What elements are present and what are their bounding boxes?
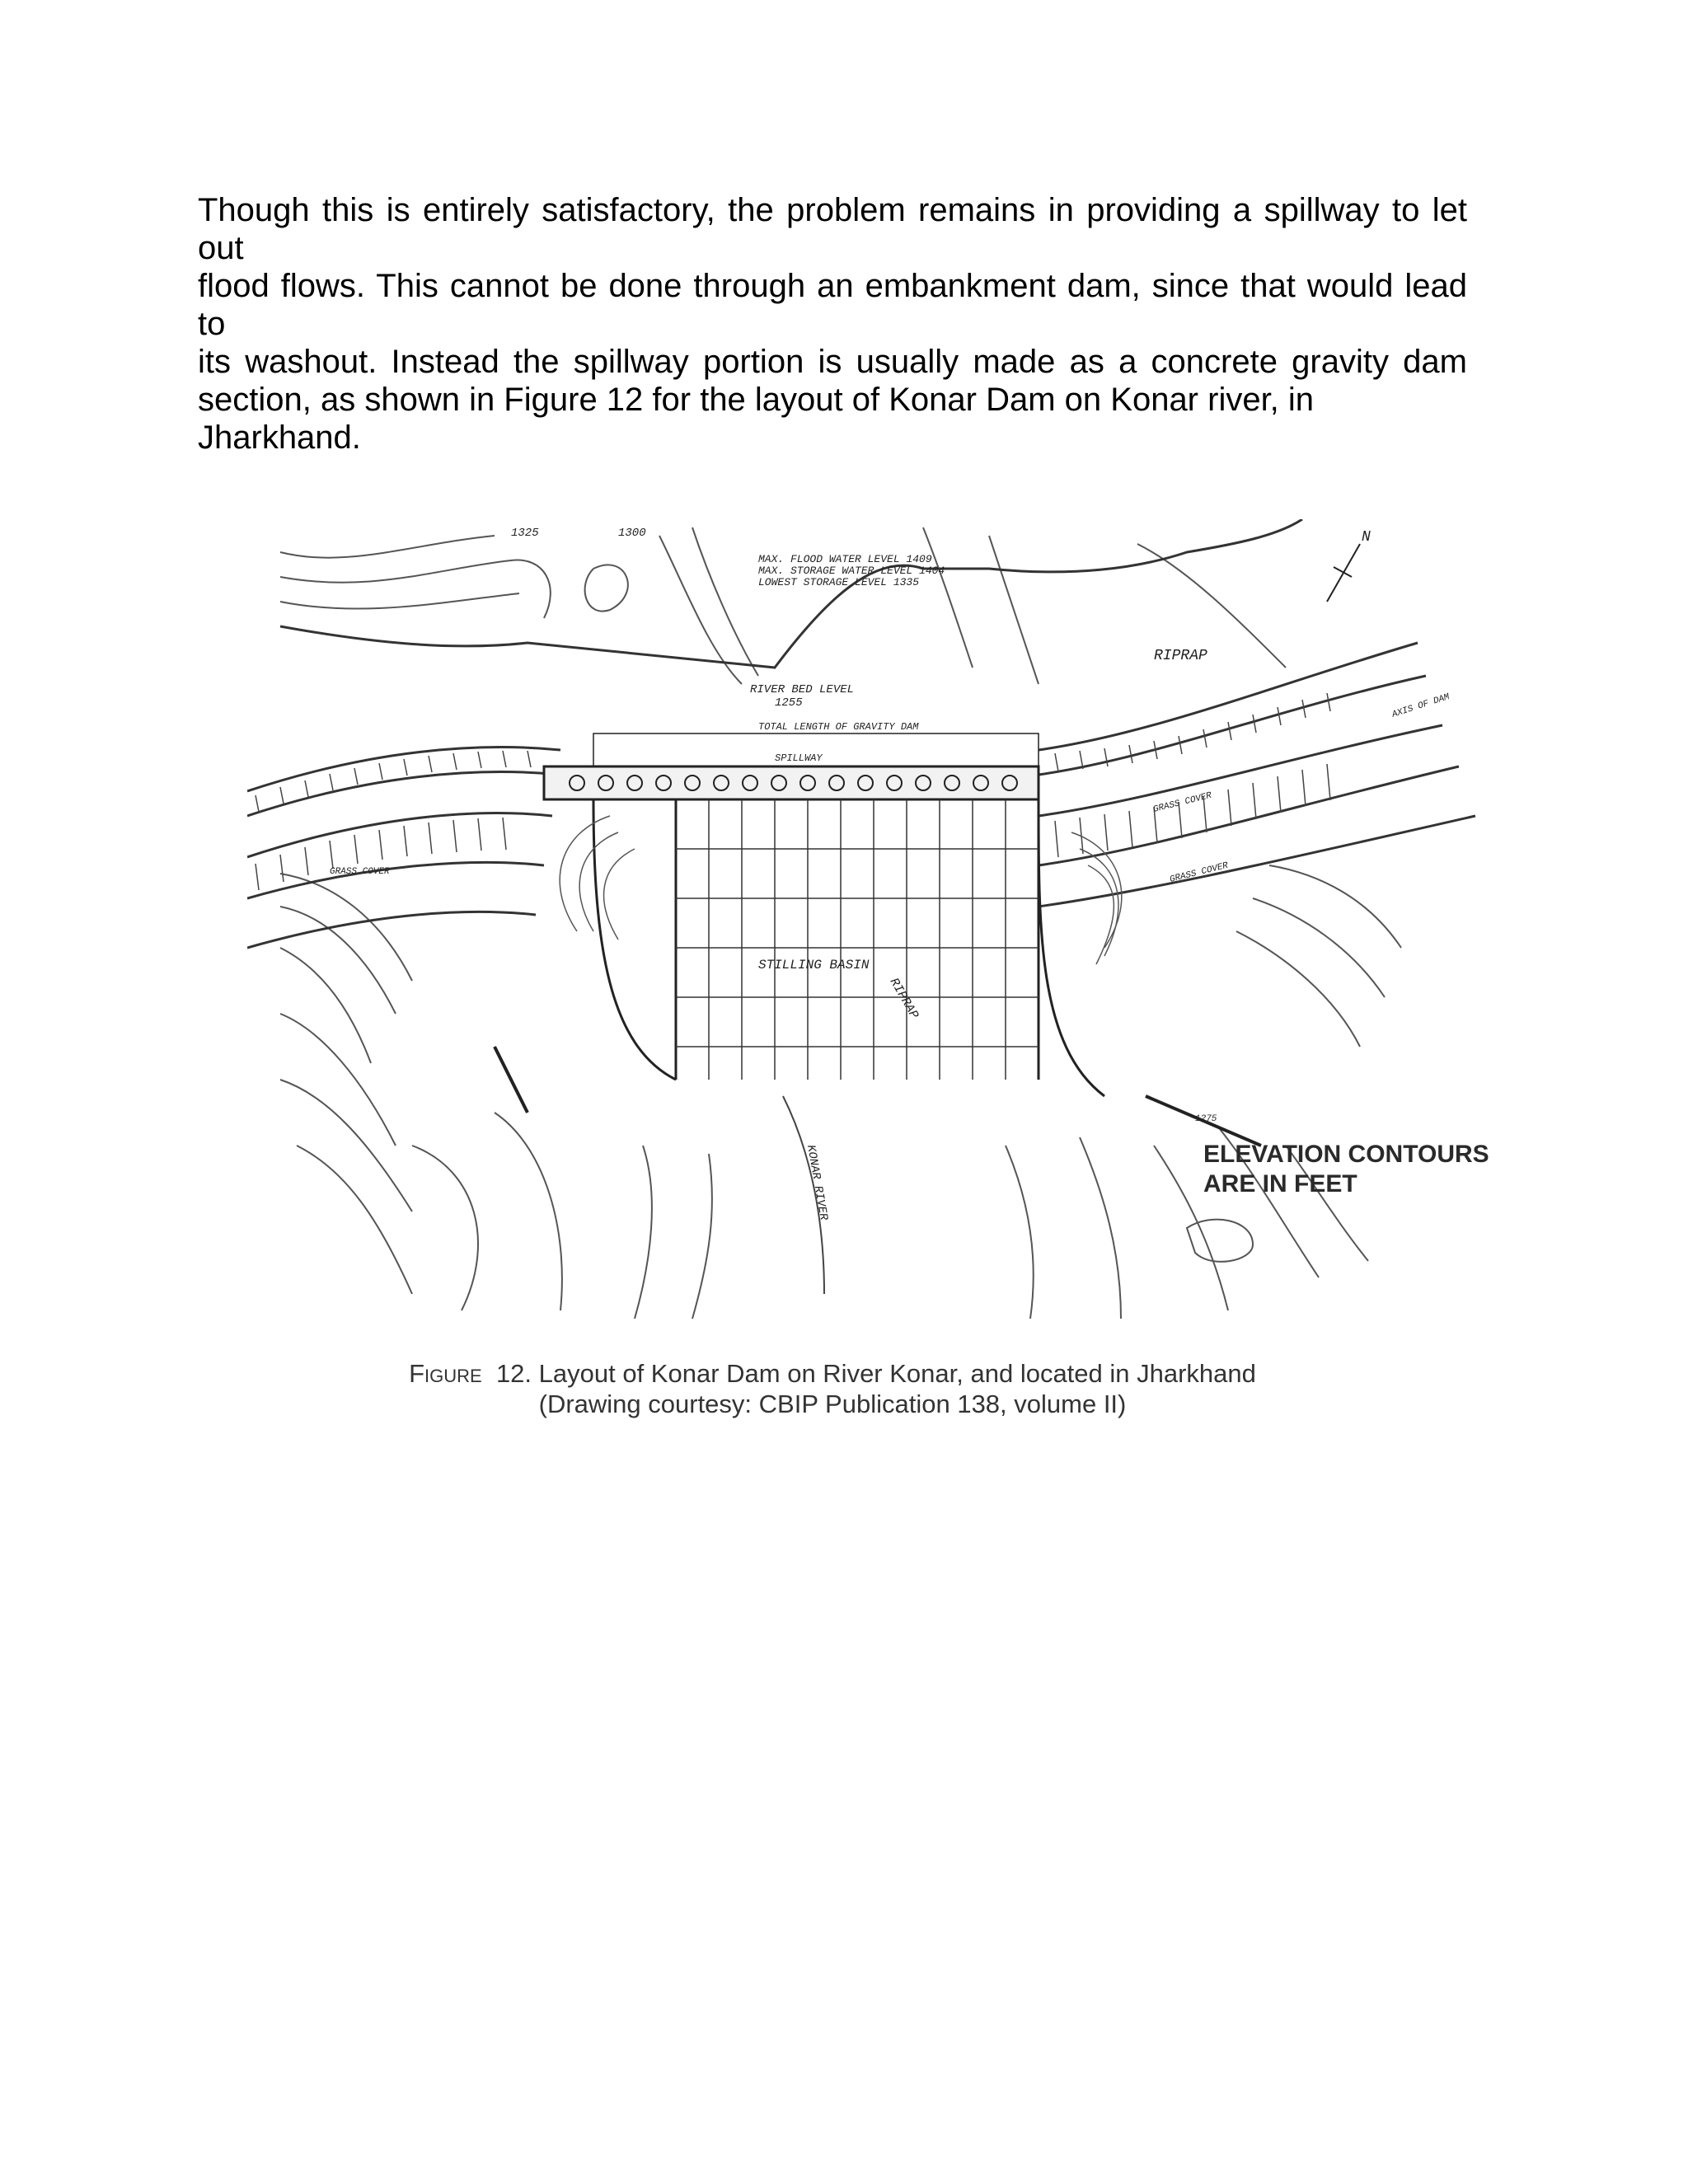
axis-of-dam-label: AXIS OF DAM bbox=[1390, 691, 1451, 720]
reservoir-shoreline bbox=[280, 519, 1302, 668]
elevation-note bbox=[1203, 1140, 1489, 1199]
dam-layout-svg bbox=[247, 519, 1484, 1343]
grass-cover-left-label: GRASS COVER bbox=[330, 867, 390, 877]
figure-caption bbox=[247, 1358, 1418, 1419]
max-flood-level-label: MAX. FLOOD WATER LEVEL 1409 bbox=[758, 553, 932, 565]
caption-figure-word: Figure bbox=[409, 1359, 482, 1388]
gravity-dam bbox=[544, 733, 1104, 1096]
contour-1300-label: 1300 bbox=[618, 527, 646, 540]
north-arrow bbox=[1327, 529, 1371, 602]
dam-layout-drawing bbox=[247, 519, 1484, 1343]
paragraph-line-4: section, as shown in Figure 12 for the layout of Konar Dam on Konar river, in bbox=[198, 382, 1315, 418]
total-length-label: TOTAL LENGTH OF GRAVITY DAM bbox=[758, 721, 919, 733]
paragraph-line-2: flood flows. This cannot be done through an embankment dam, since that would lead to bbox=[198, 268, 1467, 342]
caption-line-2: (Drawing courtesy: CBIP Publication 138, volume II) bbox=[538, 1390, 1127, 1418]
stilling-basin-label: STILLING BASIN bbox=[758, 958, 870, 972]
konar-river-label: KONAR RIVER bbox=[804, 1144, 830, 1221]
max-storage-level-label: MAX. STORAGE WATER LEVEL 1404 bbox=[758, 565, 945, 577]
caption-line-1 bbox=[247, 1358, 1418, 1389]
caption-line-1-text: 12. Layout of Konar Dam on River Konar, and located in Jharkhand bbox=[495, 1359, 1256, 1388]
north-label: N bbox=[1362, 529, 1371, 546]
training-wall-left bbox=[495, 1047, 528, 1113]
river-bed-level-value: 1255 bbox=[775, 696, 803, 710]
paragraph-line-5: Jharkhand. bbox=[198, 419, 361, 456]
riprap-top-label: RIPRAP bbox=[1154, 648, 1207, 664]
paragraph-line-3: its washout. Instead the spillway portion is usually made as a concrete gravity dam bbox=[198, 344, 1467, 380]
lowest-storage-level-label: LOWEST STORAGE LEVEL 1335 bbox=[758, 576, 920, 588]
paragraph-line-1: Though this is entirely satisfactory, the problem remains in providing a spillway to let out bbox=[198, 192, 1467, 266]
elevation-note-line-2: ARE IN FEET bbox=[1203, 1170, 1357, 1197]
body-paragraph bbox=[198, 191, 1467, 457]
grass-cover-right-1-label: GRASS COVER bbox=[1152, 790, 1213, 815]
river-bed-level-label: RIVER BED LEVEL bbox=[750, 683, 855, 696]
riprap-mid-label: RIPRAP bbox=[886, 976, 921, 1022]
spillway-label: SPILLWAY bbox=[775, 752, 823, 764]
contour-1325-label: 1325 bbox=[511, 527, 539, 540]
contour-1275-label: 1275 bbox=[1195, 1114, 1217, 1124]
grass-cover-right-2-label: GRASS COVER bbox=[1169, 860, 1230, 885]
elevation-note-line-1: ELEVATION CONTOURS bbox=[1203, 1141, 1489, 1168]
